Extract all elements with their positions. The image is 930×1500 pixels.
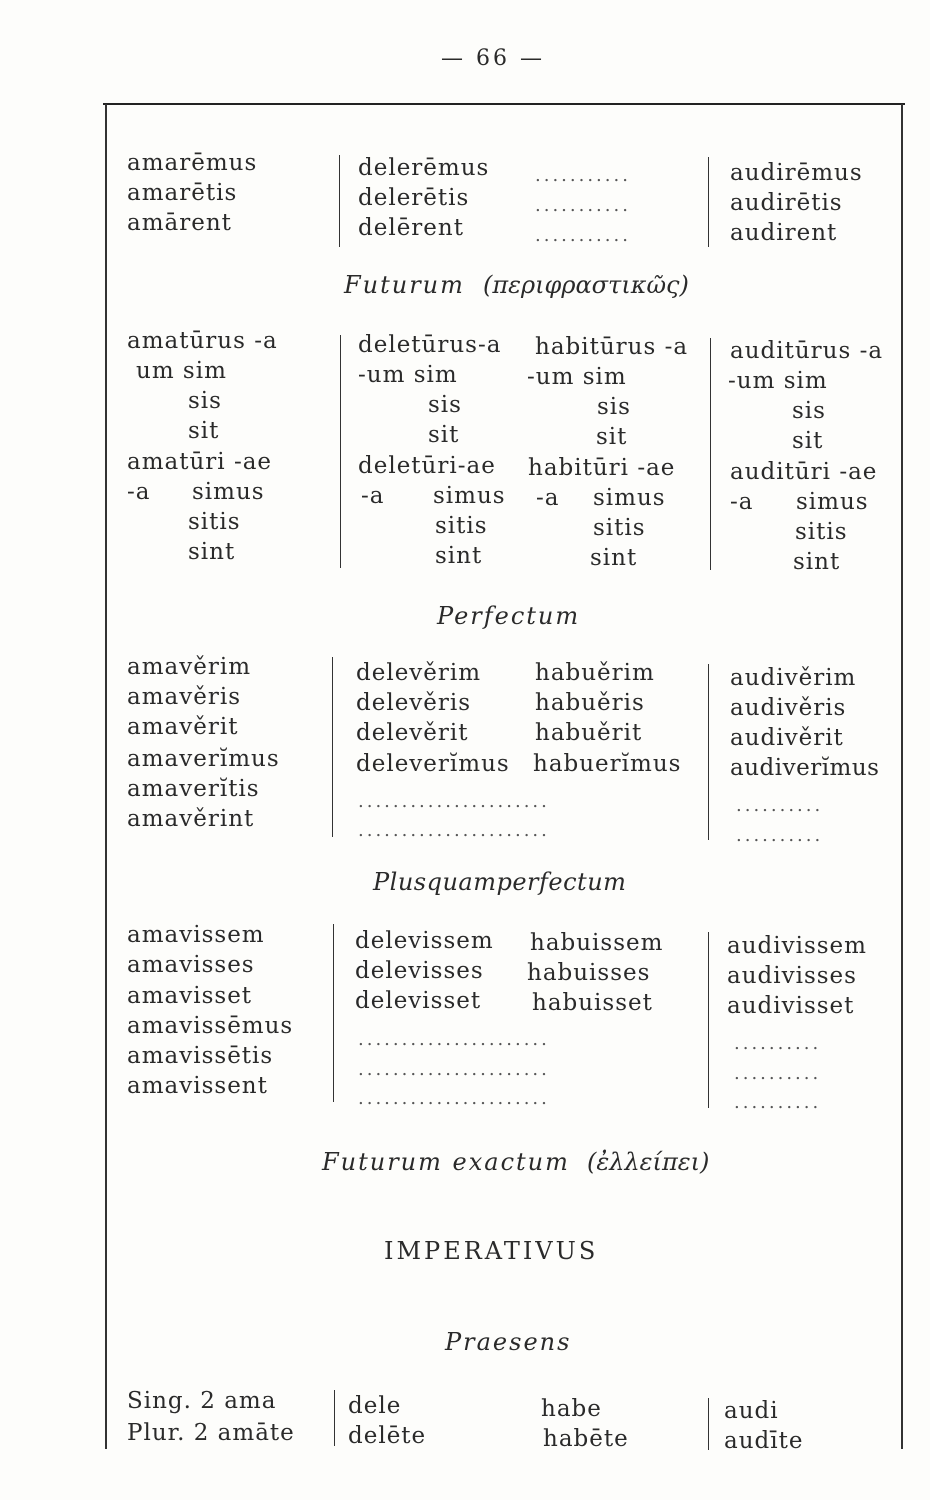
section-greek-note: (ἐλλείπει) [587, 1148, 710, 1176]
form-text: delevěrim [356, 660, 482, 686]
section-heading: IMPERATIVUS [384, 1237, 599, 1265]
form-text: delevisset [355, 988, 482, 1014]
form-text: amārent [127, 210, 232, 236]
ellipsis-dots: ...................... [358, 791, 550, 812]
section-title: Futurum [344, 271, 465, 299]
form-text: dele [348, 1393, 402, 1419]
form-text: sis [597, 394, 631, 420]
form-text: sint [590, 545, 638, 571]
form-text: amavissētis [127, 1043, 274, 1069]
form-text: amavissent [127, 1073, 268, 1099]
form-text: deleverĭmus [356, 751, 510, 777]
form-text: sis [428, 392, 462, 418]
column-rule [708, 664, 709, 840]
form-text: amatūrus -a [127, 328, 278, 354]
form-text: sis [792, 398, 826, 424]
frame-left [105, 104, 107, 1449]
form-text: habuisset [532, 990, 653, 1016]
form-text: habuisses [527, 960, 651, 986]
column-rule [339, 155, 340, 247]
form-text: audi [724, 1398, 779, 1424]
ellipsis-dots: .......... [734, 1033, 822, 1054]
section-title: Plusquamperfectum [373, 868, 627, 896]
form-text: habuerĭmus [533, 751, 682, 777]
column-rule [708, 1398, 709, 1450]
ellipsis-dots: ...................... [358, 1059, 550, 1080]
form-text: -a [730, 489, 754, 515]
section-greek-note: (περιφραστικῶς) [483, 271, 689, 299]
form-text: amavěrim [127, 654, 251, 680]
form-text: -a [361, 483, 385, 509]
section-subtitle: Praesens [445, 1328, 572, 1356]
form-text: delevissem [355, 928, 494, 954]
form-text: habuěrim [535, 660, 655, 686]
frame-right [901, 104, 903, 1449]
form-text: delērent [358, 215, 464, 241]
form-text: audivěrim [730, 665, 857, 691]
form-text: sit [596, 424, 628, 450]
form-text: um sim [136, 358, 227, 384]
ellipsis-dots: ...................... [358, 1029, 550, 1050]
form-text: simus [433, 483, 506, 509]
form-text: sitis [593, 515, 646, 541]
form-text: -a [536, 485, 560, 511]
page-number: — 66 — [441, 46, 545, 71]
ellipsis-dots: .......... [734, 1092, 822, 1113]
form-text: delerēmus [358, 155, 490, 181]
form-text: sit [792, 428, 824, 454]
form-text: amavissem [127, 922, 265, 948]
ellipsis-dots: ........... [535, 165, 631, 186]
form-text: sit [428, 422, 460, 448]
form-text: delevěris [356, 690, 472, 716]
form-text: sitis [795, 519, 848, 545]
section-title: Futurum exactum [322, 1148, 570, 1176]
form-text: amavisset [127, 983, 253, 1009]
form-text: audivisset [727, 993, 855, 1019]
form-text: delerētis [358, 185, 470, 211]
form-text: delevisses [355, 958, 484, 984]
form-text: habuěrit [535, 720, 643, 746]
form-text: sint [793, 549, 841, 575]
form-text: audivisses [727, 963, 857, 989]
form-text: auditūrus -a [730, 338, 884, 364]
form-text: deletūri-ae [358, 453, 496, 479]
form-text: audivěrit [730, 725, 844, 751]
form-text: sitis [188, 509, 241, 535]
form-text: audirētis [730, 190, 843, 216]
column-rule [334, 1390, 335, 1446]
form-text: audīte [724, 1428, 804, 1454]
form-text: simus [593, 485, 666, 511]
form-text: sis [188, 388, 222, 414]
top-rule [103, 103, 905, 105]
form-text: habitūri -ae [528, 455, 676, 481]
column-rule [333, 924, 334, 1102]
ellipsis-dots: .......... [734, 1063, 822, 1084]
form-text: habitūrus -a [535, 334, 689, 360]
form-text: habēte [543, 1426, 629, 1452]
column-rule [708, 157, 709, 247]
form-text: audirent [730, 220, 838, 246]
form-text: amarēmus [127, 150, 258, 176]
form-text: audiverĭmus [730, 755, 880, 781]
form-text: amaverĭmus [127, 746, 280, 772]
form-text: simus [192, 479, 265, 505]
form-text: amatūri -ae [127, 449, 273, 475]
form-text: habe [541, 1396, 602, 1422]
section-title: Perfectum [437, 602, 581, 630]
form-text: simus [796, 489, 869, 515]
column-rule [710, 338, 711, 570]
form-text: amavisses [127, 952, 255, 978]
form-text: habuěris [535, 690, 645, 716]
form-text: -um sim [728, 368, 828, 394]
form-text: habuissem [530, 930, 664, 956]
form-text: -um sim [358, 362, 458, 388]
form-text: delevěrit [356, 720, 469, 746]
column-rule [708, 932, 709, 1108]
form-text: audirēmus [730, 160, 863, 186]
column-rule [332, 657, 333, 837]
form-text: deletūrus-a [358, 332, 502, 358]
form-text: amavěris [127, 684, 241, 710]
form-text: audivěris [730, 695, 847, 721]
ellipsis-dots: ........... [535, 195, 631, 216]
form-text: auditūri -ae [730, 459, 878, 485]
form-text: delēte [348, 1423, 427, 1449]
ellipsis-dots: .......... [736, 795, 824, 816]
form-text: -um sim [527, 364, 627, 390]
form-text: amavěrint [127, 806, 255, 832]
form-text: sint [435, 543, 483, 569]
form-text: amavissēmus [127, 1013, 294, 1039]
form-text: audivissem [727, 933, 867, 959]
imperative-label: Plur. 2 amāte [127, 1420, 295, 1446]
ellipsis-dots: ........... [535, 225, 631, 246]
imperative-label: Sing. 2 ama [127, 1388, 277, 1414]
ellipsis-dots: .......... [736, 825, 824, 846]
column-rule [340, 335, 341, 568]
ellipsis-dots: ...................... [358, 820, 550, 841]
form-text: -a [127, 479, 151, 505]
form-text: sitis [435, 513, 488, 539]
form-text: amaverĭtis [127, 776, 260, 802]
ellipsis-dots: ...................... [358, 1088, 550, 1109]
form-text: amarētis [127, 180, 238, 206]
form-text: sint [188, 539, 236, 565]
form-text: amavěrit [127, 714, 239, 740]
form-text: sit [188, 418, 220, 444]
